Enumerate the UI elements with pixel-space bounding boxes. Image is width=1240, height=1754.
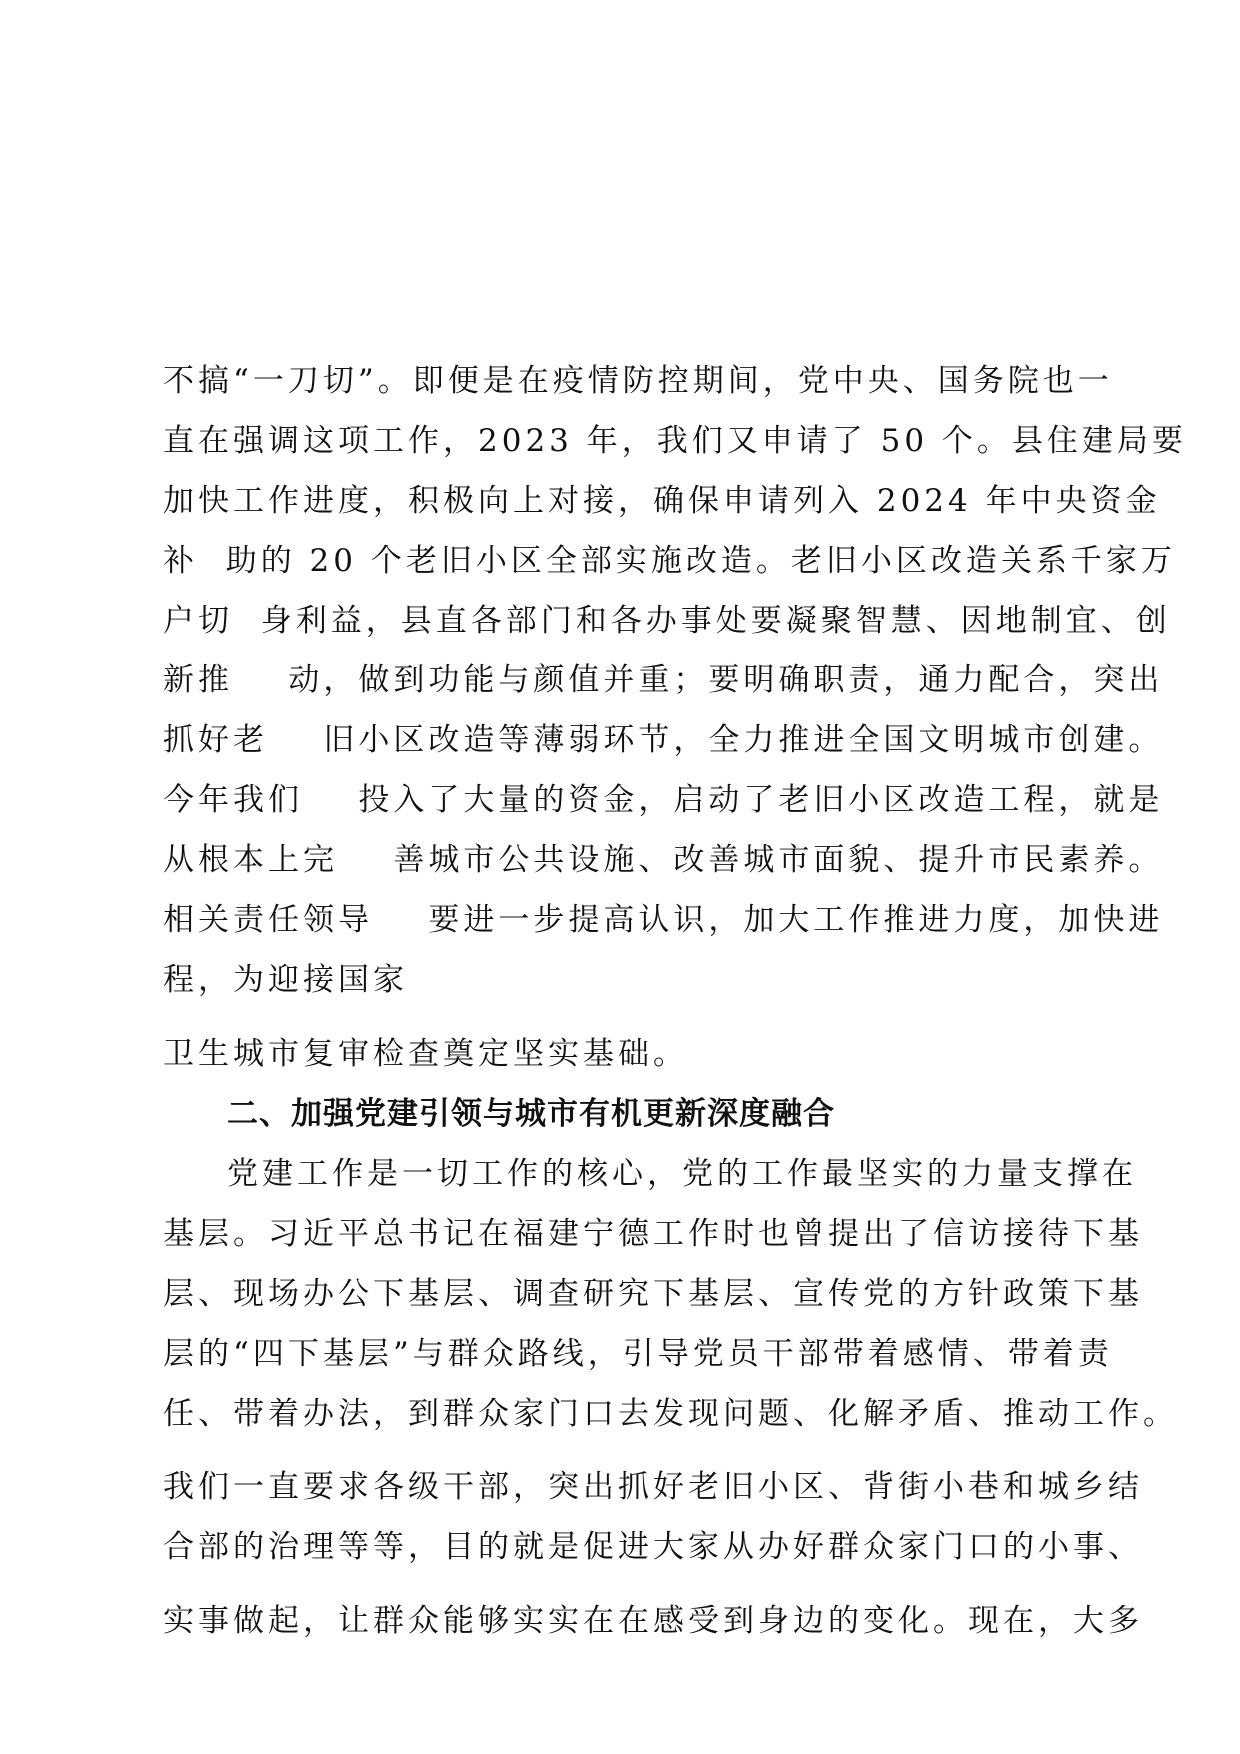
text-line-11: 程，为迎接国家 [163,962,408,998]
text-line-8: 今年我们 投入了大量的资金，启动了老旧小区改造工程，就是 [163,782,1164,818]
text-line-1: 不搞“一刀切”。即便是在疫情防控期间，党中央、国务院也一 [163,363,1113,399]
text-line-20: 合部的治理等等，目的就是促进大家从办好群众家门口的小事、 [163,1529,1143,1565]
text-line-3: 加快工作进度，积极向上对接，确保申请列入 2024 年中央资金 [163,483,1161,519]
text-line-19: 我们一直要求各级干部，突出抓好老旧小区、背街小巷和城乡结 [163,1469,1143,1505]
text-line-9: 从根本上完 善城市公共设施、改善城市面貌、提升市民素养。 [163,842,1164,878]
text-line-15: 基层。习近平总书记在福建宁德工作时也曾提出了信访接待下基 [163,1216,1143,1252]
text-line-10: 相关责任领导 要进一步提高认识，加大工作推进力度，加快进 [163,902,1164,938]
section-heading: 二、加强党建引领与城市有机更新深度融合 [227,1096,835,1132]
text-line-2: 直在强调这项工作，2023 年，我们又申请了 50 个。县住建局要 [163,423,1187,459]
text-line-16: 层、现场办公下基层、调查研究下基层、宣传党的方针政策下基 [163,1276,1143,1312]
paragraph-first-line: 党建工作是一切工作的核心，党的工作最坚实的力量支撑在 [227,1156,1137,1192]
text-line-18: 任、带着办法，到群众家门口去发现问题、化解矛盾、推动工作。 [163,1396,1178,1432]
text-line-6: 新推 动，做到功能与颜值并重；要明确职责，通力配合，突出 [163,662,1164,698]
text-line-17: 层的“四下基层”与群众路线，引导党员干部带着感情、带着责 [163,1336,1113,1372]
text-line-4: 补 助的 20 个老旧小区全部实施改造。老旧小区改造关系千家万 [163,543,1176,579]
text-line-21: 实事做起，让群众能够实实在在感受到身边的变化。现在，大多 [163,1603,1143,1639]
text-line-12: 卫生城市复审检查奠定坚实基础。 [163,1036,688,1072]
text-line-7: 抓好老 旧小区改造等薄弱环节，全力推进全国文明城市创建。 [163,722,1164,758]
text-line-5: 户切 身利益，县直各部门和各办事处要凝聚智慧、因地制宜、创 [163,603,1171,639]
